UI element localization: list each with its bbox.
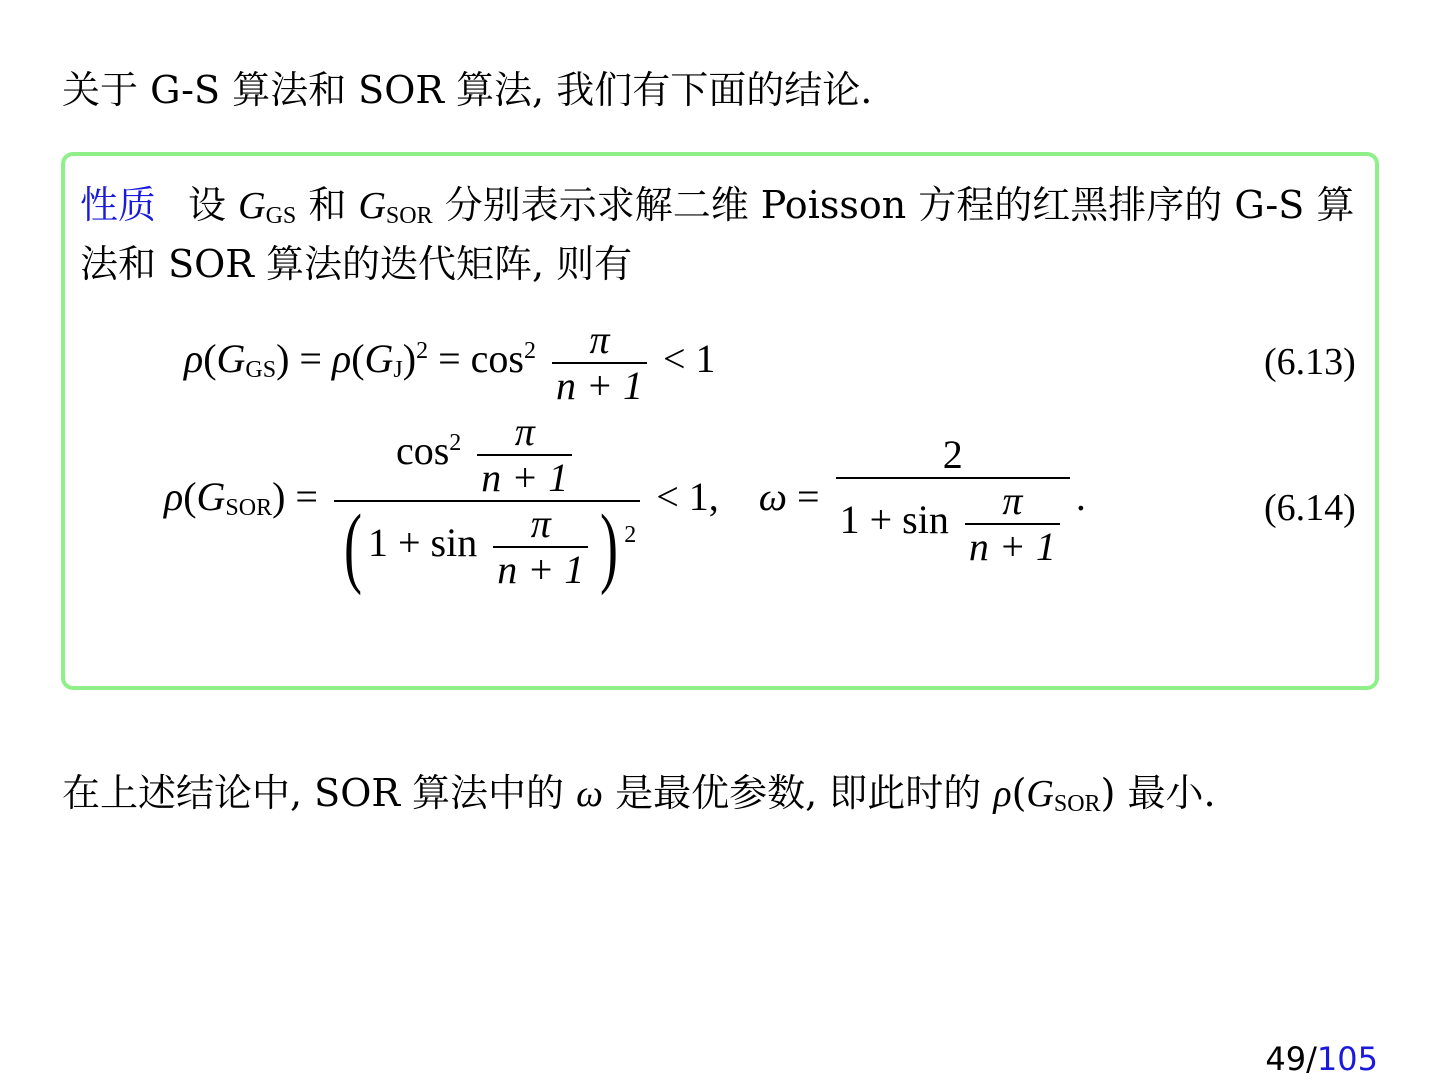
property-statement: 性质 设 $G_{GS}$ 和 $G_{SOR}$ 分别表示求解二维 Poisson 方程的红黑排序的 G-S 算法和 SOR 算法的迭代矩阵, 则有 xyxy=(80,183,1355,286)
property-label: 性质 xyxy=(80,183,157,227)
equation-number-6-13: (6.13) xyxy=(1264,341,1356,383)
page-total-link[interactable]: 105 xyxy=(1316,1040,1378,1078)
equation-number-6-14: (6.14) xyxy=(1264,487,1356,529)
page-number: 49/105 xyxy=(1265,1040,1378,1078)
intro-text: 关于 G-S 算法和 SOR 算法, 我们有下面的结论. xyxy=(62,68,873,112)
property-text: 分别表示求解二维 Poisson 方程的红黑排序的 G-S 算法和 SOR 算法的迭代矩阵, 则有 xyxy=(80,183,1355,286)
equation-6-13: $\rho(G_{GS}) = \rho(G_J)^2 = \cos^2$ $\frac{\pi}{n + 1}$ < 1 xyxy=(184,317,716,408)
equation-6-14: $\rho(G_{SOR})$ = $\cos^2$ $\frac{\pi}{n + 1}$ ( 1 + sin $\frac{\pi}{n + 1}$ ) $^2$ < 1, ω = 2 1 + sin $\frac{\pi}{n + 1}$ . xyxy=(164,409,1086,596)
conclusion-text: 在上述结论中, SOR 算法中的 ω 是最优参数, 即此时的 $\rho(G_{SOR})$ 最小. xyxy=(62,771,1216,817)
